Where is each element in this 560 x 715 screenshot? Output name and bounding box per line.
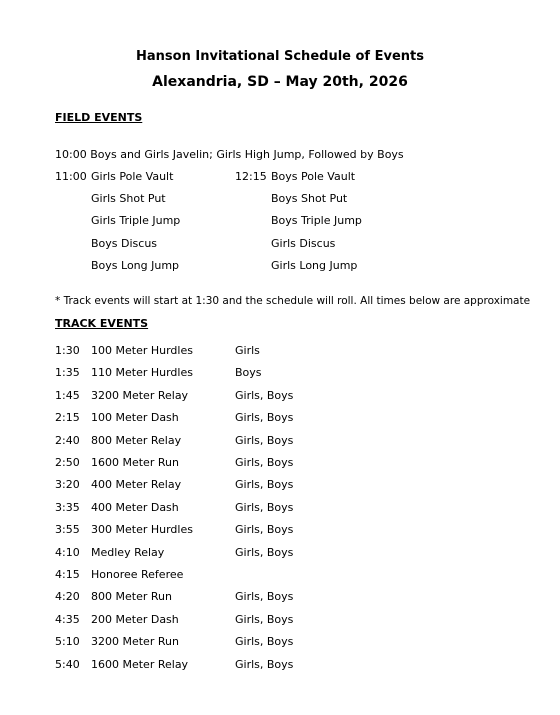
event-name: Honoree Referee xyxy=(91,568,184,581)
page-subtitle: Alexandria, SD – May 20th, 2026 xyxy=(152,74,408,90)
field-right-time: 12:15 xyxy=(235,170,267,183)
field-left-time: 11:00 xyxy=(55,170,87,183)
page-title: Hanson Invitational Schedule of Events xyxy=(136,49,424,64)
event-name: 1600 Meter Relay xyxy=(91,658,189,671)
event-time: 1:35 xyxy=(55,366,80,379)
event-time: 1:30 xyxy=(55,344,80,357)
field-left-event: Girls Pole Vault xyxy=(91,170,174,183)
event-name: 800 Meter Run xyxy=(91,590,172,603)
field-left-event: Girls Shot Put xyxy=(91,192,166,205)
event-division: Girls, Boys xyxy=(235,523,294,536)
event-time: 3:55 xyxy=(55,523,80,536)
event-time: 3:35 xyxy=(55,501,80,514)
field-right-event: Boys Pole Vault xyxy=(271,170,356,183)
event-name: 110 Meter Hurdles xyxy=(91,366,193,379)
event-division: Girls, Boys xyxy=(235,635,294,648)
event-division: Girls, Boys xyxy=(235,613,294,626)
field-events-heading: FIELD EVENTS xyxy=(55,111,143,124)
event-division: Girls, Boys xyxy=(235,389,294,402)
event-name: 100 Meter Hurdles xyxy=(91,344,193,357)
event-name: 3200 Meter Relay xyxy=(91,389,189,402)
field-right-event: Boys Shot Put xyxy=(271,192,348,205)
event-name: 1600 Meter Run xyxy=(91,456,179,469)
event-name: 300 Meter Hurdles xyxy=(91,523,193,536)
event-time: 2:40 xyxy=(55,434,80,447)
event-division: Boys xyxy=(235,366,262,379)
event-name: 200 Meter Dash xyxy=(91,613,179,626)
event-name: Medley Relay xyxy=(91,546,165,559)
event-division: Girls xyxy=(235,344,260,357)
track-events-heading: TRACK EVENTS xyxy=(55,317,149,330)
event-time: 5:40 xyxy=(55,658,80,671)
event-name: 400 Meter Relay xyxy=(91,478,182,491)
event-time: 4:20 xyxy=(55,590,80,603)
event-division: Girls, Boys xyxy=(235,434,294,447)
event-division: Girls, Boys xyxy=(235,456,294,469)
event-division: Girls, Boys xyxy=(235,478,294,491)
field-left-event: Girls Triple Jump xyxy=(91,214,181,227)
event-time: 4:10 xyxy=(55,546,80,559)
event-division: Girls, Boys xyxy=(235,658,294,671)
event-name: 100 Meter Dash xyxy=(91,411,179,424)
event-time: 1:45 xyxy=(55,389,80,402)
event-name: 800 Meter Relay xyxy=(91,434,182,447)
event-name: 400 Meter Dash xyxy=(91,501,179,514)
event-division: Girls, Boys xyxy=(235,501,294,514)
event-time: 2:50 xyxy=(55,456,80,469)
field-right-event: Boys Triple Jump xyxy=(271,214,362,227)
event-division: Girls, Boys xyxy=(235,411,294,424)
field-left-event: Boys Discus xyxy=(91,237,158,250)
event-time: 4:35 xyxy=(55,613,80,626)
field-right-event: Girls Discus xyxy=(271,237,336,250)
event-division: Girls, Boys xyxy=(235,546,294,559)
field-right-event: Girls Long Jump xyxy=(271,259,358,272)
field-left-event: Boys Long Jump xyxy=(91,259,180,272)
event-time: 2:15 xyxy=(55,411,80,424)
event-time: 5:10 xyxy=(55,635,80,648)
event-time: 3:20 xyxy=(55,478,80,491)
event-name: 3200 Meter Run xyxy=(91,635,179,648)
event-time: 4:15 xyxy=(55,568,80,581)
track-note: * Track events will start at 1:30 and the schedule will roll. All times below are approximate xyxy=(55,295,531,307)
field-first-line: 10:00 Boys and Girls Javelin; Girls High Jump, Followed by Boys xyxy=(55,148,404,161)
event-division: Girls, Boys xyxy=(235,590,294,603)
